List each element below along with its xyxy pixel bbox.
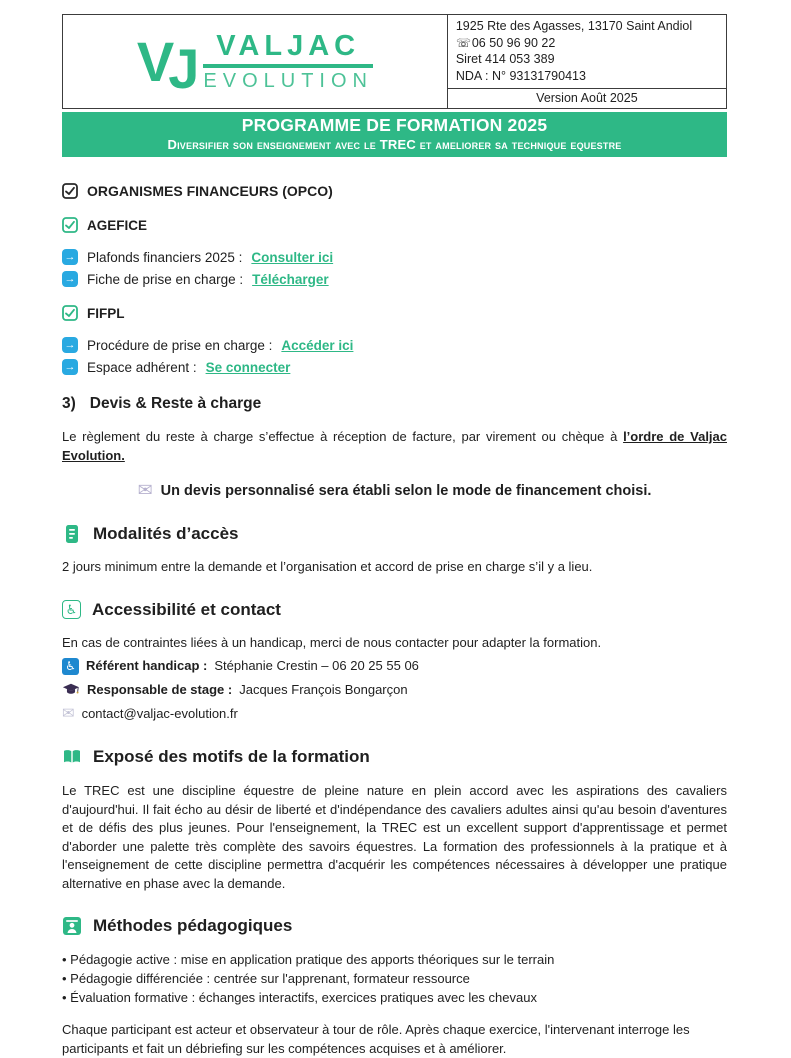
receipt-list-icon [62,524,82,544]
envelope-icon: ✉ [62,705,75,722]
responsable-value: Jacques François Bongarçon [239,682,408,697]
link-row [62,249,727,265]
version-label: Version Août 2025 [448,88,726,108]
link-row [62,359,727,375]
checkbox-checked-icon [62,183,78,199]
devis-heading-number: 3) [62,395,76,412]
company-address-block [448,15,726,88]
arrow-icon: → [62,337,78,353]
logo [63,15,447,108]
wheelchair-badge-icon: ♿ [62,658,79,675]
nda-line: NDA : N° 93131790413 [455,68,586,83]
arrow-icon: → [62,249,78,265]
link-row [62,337,727,353]
checkbox-checked-icon [62,217,78,233]
responsable-stage-row [62,680,727,700]
brand-name: VALJAC [216,30,361,63]
arrow-icon: → [62,271,78,287]
envelope-icon: ✉ [137,480,153,500]
link-row-label: Fiche de prise en charge : [87,271,244,287]
accessibilite-heading-text: Accessibilité et contact [92,599,281,619]
modalites-body: 2 jours minimum entre la demande et l’organisation et accord de prise en charge s’il y a lieu. [62,559,593,574]
acceder-ici-link[interactable]: Accéder ici [281,337,354,353]
link-row [62,271,727,287]
email-row [62,704,727,724]
se-connecter-link[interactable]: Se connecter [205,359,291,375]
methodes-body: Chaque participant est acteur et observateur à tour de rôle. Après chaque exercice, l'intervenant interroge les participants et fait un débriefing sur les compétences acquises et à améliorer. [62,1022,690,1056]
address-line: 1925 Rte des Agasses, 13170 Saint Andiol [455,19,693,33]
expose-heading-text: Exposé des motifs de la formation [93,747,370,766]
logo-v: V [136,29,169,93]
devis-heading [62,395,727,413]
methodes-bullet-list [62,950,727,1007]
open-book-icon [62,747,82,767]
methodes-heading [62,916,727,936]
phone-number: 06 50 96 90 22 [471,35,556,50]
expose-body: Le TREC est une discipline équestre de pleine nature en plein accord avec les aspirations des cavaliers d'aujourd'hui. Il fait écho au désir de liberté et d'indépendance des cavaliers adultes ainsi qu'au besoin d'aventures et de défis des plus jeunes. Pour l'enseignement, la TREC est un excellent support d'apprentissage et permet d'aborder une palette très complète des savoirs équestres. La formation des professionnels à la pratique et à l'enseignement de cette discipline permettra d'acquérir les compétences nécessaires à développer une pratique alternative en phase avec la demande. [62,783,727,891]
link-row-label: Plafonds financiers 2025 : [87,249,243,265]
logo-wordmark [203,31,373,91]
brand-underline [203,64,373,68]
bullet-item: • Pédagogie active : mise en application pratique des apports théoriques sur le terrain [62,950,727,969]
phone-line [456,35,718,52]
bullet-item: • Évaluation formative : échanges interactifs, exercices pratiques avec les chevaux [62,988,727,1007]
devis-paragraph [62,428,727,465]
graduation-cap-icon [62,681,80,699]
brand-subname: EVOLUTION [203,69,373,92]
siret-line: Siret 414 053 389 [455,52,555,66]
fifpl-label: FIFPL [87,305,125,321]
email-address: contact@valjac-evolution.fr [81,706,238,721]
document-subtitle: Diversifier son enseignement avec le TREC et ameliorer sa technique equestre [167,137,622,152]
teacher-icon [62,916,82,936]
accessibilite-body: En cas de contraintes liées à un handicap, merci de nous contacter pour adapter la formation. [62,634,602,650]
expose-heading [62,747,727,767]
modalites-heading-text: Modalités d’accès [93,524,239,543]
devis-heading-text: Devis & Reste à charge [89,395,262,412]
document-title: PROGRAMME DE FORMATION 2025 [241,115,548,135]
devis-paragraph-bold: l’ordre de Valjac Evolution. [62,429,727,463]
title-banner [62,112,727,157]
methodes-heading-text: Méthodes pédagogiques [93,916,293,935]
devis-note [62,480,727,501]
bullet-item: • Pédagogie différenciée : centrée sur l'apprenant, formateur ressource [62,969,727,988]
wheelchair-icon: ♿ [62,600,81,619]
referent-handicap-row [62,656,727,676]
telecharger-link[interactable]: Télécharger [252,271,329,287]
accessibilite-heading [62,600,727,620]
logo-monogram [136,29,194,100]
phone-icon: ☏ [455,35,471,50]
opco-label: ORGANISMES FINANCEURS (OPCO) [87,183,333,199]
header-table [62,14,727,109]
arrow-icon: → [62,359,78,375]
devis-note-text: Un devis personnalisé sera établi selon le mode de financement choisi. [160,483,652,499]
modalites-heading [62,524,727,544]
link-row-label: Procédure de prise en charge : [87,337,273,353]
devis-paragraph-regular: Le règlement du reste à charge s’effectue à réception de facture, par virement ou chèque à [62,429,624,444]
logo-j: J [168,36,194,100]
referent-label: Référent handicap : [86,658,208,673]
agefice-label: AGEFICE [87,217,148,233]
consulter-ici-link[interactable]: Consulter ici [251,249,334,265]
referent-value: Stéphanie Crestin – 06 20 25 55 06 [214,658,419,673]
checkbox-checked-icon [62,305,78,321]
opco-row [62,183,727,199]
link-row-label: Espace adhérent : [87,359,197,375]
agefice-row [62,217,727,233]
fifpl-row [62,305,727,321]
header-info [447,15,726,108]
responsable-label: Responsable de stage : [87,682,233,697]
